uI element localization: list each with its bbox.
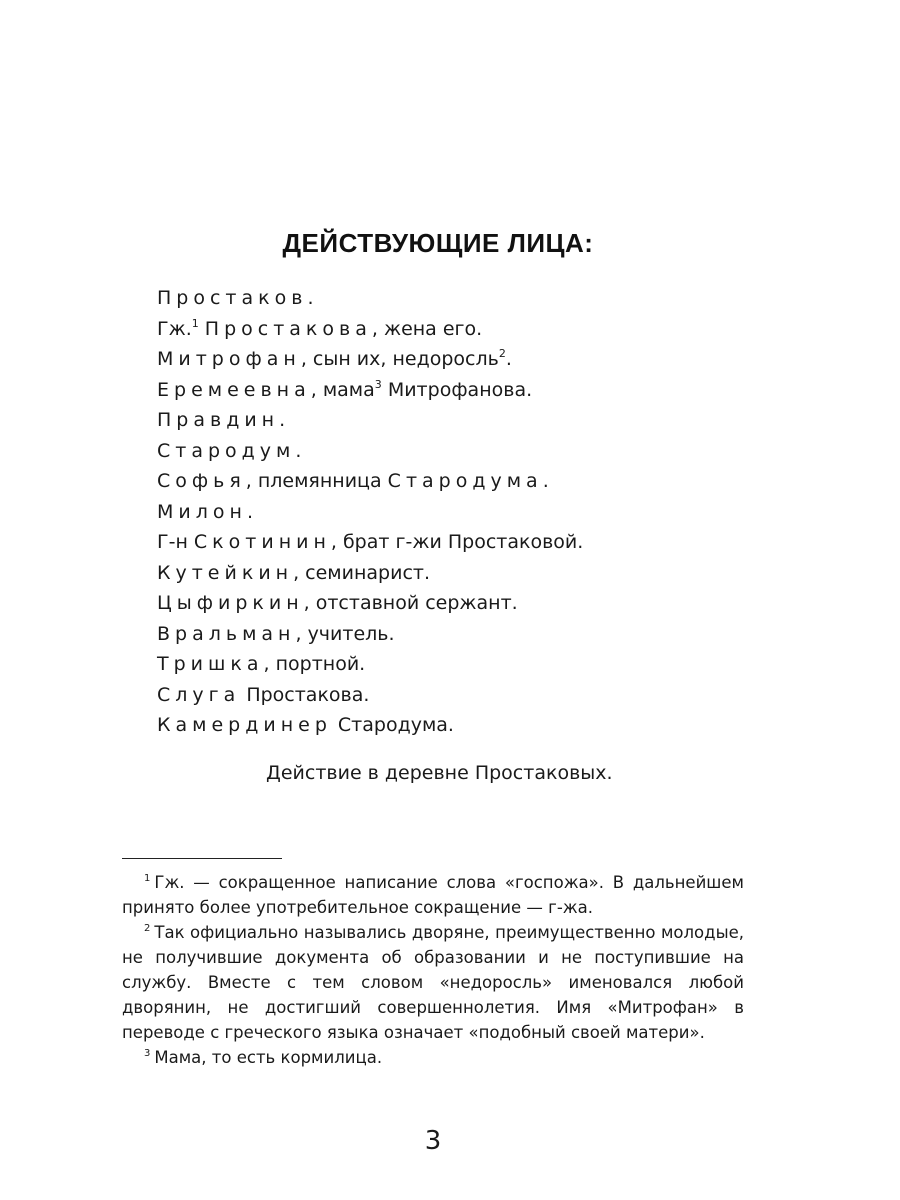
footnote-1	[122, 870, 744, 920]
character-name: Стародум	[157, 439, 296, 462]
cast-item-vralman: Вральман, учитель.	[157, 622, 395, 645]
character-name: Еремеевна	[157, 378, 311, 401]
cast-item-milon: Милон.	[157, 500, 253, 523]
character-name: Скотинин	[193, 531, 331, 553]
cast-item-starodum: Стародум.	[157, 439, 302, 462]
character-name: Цыфиркин	[157, 592, 304, 614]
footnote-mark: 1	[144, 873, 151, 884]
footnote-3	[122, 1045, 744, 1070]
character-name: Простаков	[157, 287, 308, 309]
cast-item-mitrofan: Митрофан, сын их, недоросль$^2$.	[157, 347, 512, 370]
footnotes	[122, 870, 744, 1070]
page-title: ДЕЙСТВУЮЩИЕ ЛИЦА:	[282, 228, 594, 258]
footnote-ref-1: 1	[191, 316, 199, 330]
honorific: Г-н	[157, 531, 194, 553]
character-name: Камердинер	[157, 714, 332, 736]
cast-item-sluga: Слуга Простакова.	[157, 683, 370, 706]
cast-item-kamerdiner: Камердинер Стародума.	[157, 714, 454, 736]
cast-item-eremeevna: Еремеевна, мама$^3$ Митрофанова.	[157, 377, 533, 401]
character-name: Милон	[157, 500, 247, 523]
footnote-ref-3: 3	[374, 377, 382, 391]
character-name: Софья	[157, 470, 246, 492]
footnote-text: Гж. — сокращенное написание слова «госпожа». В дальнейшем принято более употребительное сокращение — г-жа.	[122, 873, 744, 917]
character-name: Вральман	[157, 622, 296, 645]
cast-item-pravdin: Правдин.	[157, 409, 286, 431]
footnote-text: Мама, то есть кормилица.	[154, 1048, 383, 1067]
character-name: Слуга	[157, 683, 241, 706]
page-number: 3	[424, 1126, 442, 1156]
character-name: Митрофан	[157, 348, 301, 370]
character-name: Простакова	[204, 317, 372, 340]
footnote-separator	[122, 858, 282, 859]
footnote-ref-2: 2	[498, 347, 506, 360]
footnote-mark: 2	[144, 923, 151, 934]
honorific: Гж.	[157, 317, 192, 340]
character-name-secondary: Стародума	[387, 470, 543, 492]
character-name: Тришка	[157, 653, 264, 675]
cast-item-tsyfirkin: Цыфиркин, отставной сержант.	[157, 592, 518, 614]
footnote-mark: 3	[144, 1048, 151, 1059]
cast-list	[157, 283, 583, 741]
footnote-2	[122, 920, 744, 1045]
cast-item-trishka: Тришка, портной.	[157, 653, 366, 675]
cast-item-skotinin: Г-н Скотинин, брат г-жи Простаковой.	[157, 531, 584, 553]
character-name: Правдин	[157, 409, 280, 431]
cast-item-sofya: Софья, племянница Стародума.	[157, 470, 549, 492]
cast-item-prostakova: Гж.$^1$ Простакова, жена его.	[157, 316, 483, 340]
cast-item-kuteykin: Кутейкин, семинарист.	[157, 561, 431, 584]
cast-item-prostakov: Простаков.	[157, 287, 314, 309]
setting-line: Действие в деревне Простаковых.	[266, 762, 613, 784]
footnote-text: Так официально назывались дворяне, преимущественно молодые, не получившие документа об образовании и не поступившие на службу. Вместе с тем словом «недоросль» именовался любой дворянин, не достигший совершеннолетия. Имя «Митрофан» в переводе с греческого языка означает «подобный своей матери».	[122, 923, 744, 1042]
character-name: Кутейкин	[157, 561, 294, 584]
